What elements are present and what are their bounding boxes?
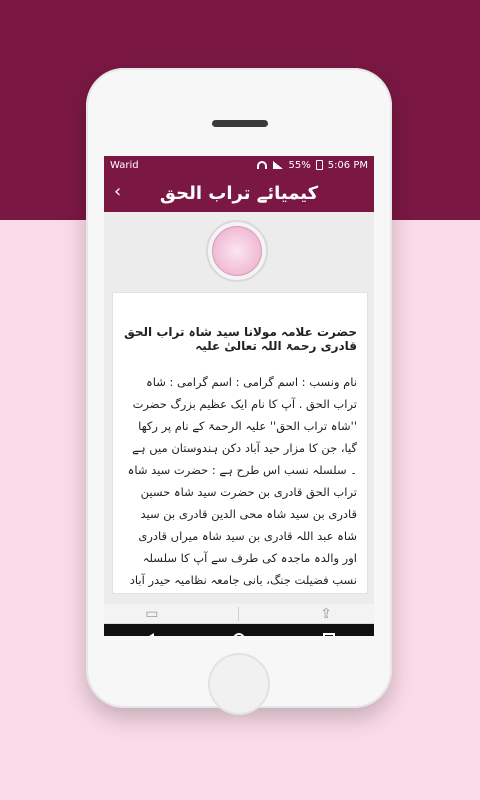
content-area[interactable] (104, 212, 374, 604)
status-icons (256, 160, 368, 171)
nav-home-icon[interactable] (230, 630, 248, 636)
status-bar (104, 156, 374, 174)
phone-screen (104, 156, 374, 636)
battery-icon (316, 160, 323, 170)
nav-recents-icon[interactable] (320, 630, 338, 636)
bottom-action-bar (104, 604, 374, 624)
article-title: حضرت علامہ مولانا سید شاہ تراب الحق قادری رحمۃ اللہ تعالیٰ علیہ (124, 325, 357, 353)
phone-home-button (208, 653, 270, 715)
phone-frame (86, 68, 392, 708)
profile-medallion (206, 220, 268, 282)
back-chevron-icon[interactable]: ‹ (114, 181, 122, 202)
app-bar (104, 174, 374, 212)
article-body: نام ونسب : اسم گرامی : اسم گرامی : شاہ تراب الحق . آپ کا نام ایک عظیم بزرگ حضرت ''شاہ تراب الحق'' علیہ الرحمۃ کے نام پر رکھا گیا، جن کا مزار حید آباد دکن ہندوستان میں ہے ۔ سلسلہ نسب اس طرح ہے : حضرت سید شاہ تراب الحق قادری بن حضرت سید شاہ حسین قادری بن سید شاہ محی الدین قادری بن سید شاہ عبد اللہ قادری بن سید شاہ میراں قادری اور والدہ ماجدہ کی طرف سے آپ کا سلسلہ نسب فضیلت جنگ، بانی جامعہ نظامیہ حیدر آباد (127, 375, 357, 587)
battery-percent: 55% (288, 159, 311, 171)
android-nav-bar (104, 624, 374, 636)
article-card[interactable] (112, 292, 368, 594)
wifi-icon (256, 161, 268, 169)
copy-icon[interactable]: ▭ (145, 606, 159, 622)
calligraphy-logo (212, 226, 262, 276)
share-icon[interactable]: ⇪ (320, 606, 332, 622)
action-divider (238, 607, 239, 621)
phone-speaker (212, 120, 268, 127)
app-title: کیمیائے تراب الحق (159, 182, 319, 204)
signal-icon (273, 161, 283, 169)
nav-back-icon[interactable] (140, 630, 158, 636)
carrier-label: Warid (110, 159, 139, 171)
clock: 5:06 PM (327, 159, 368, 171)
